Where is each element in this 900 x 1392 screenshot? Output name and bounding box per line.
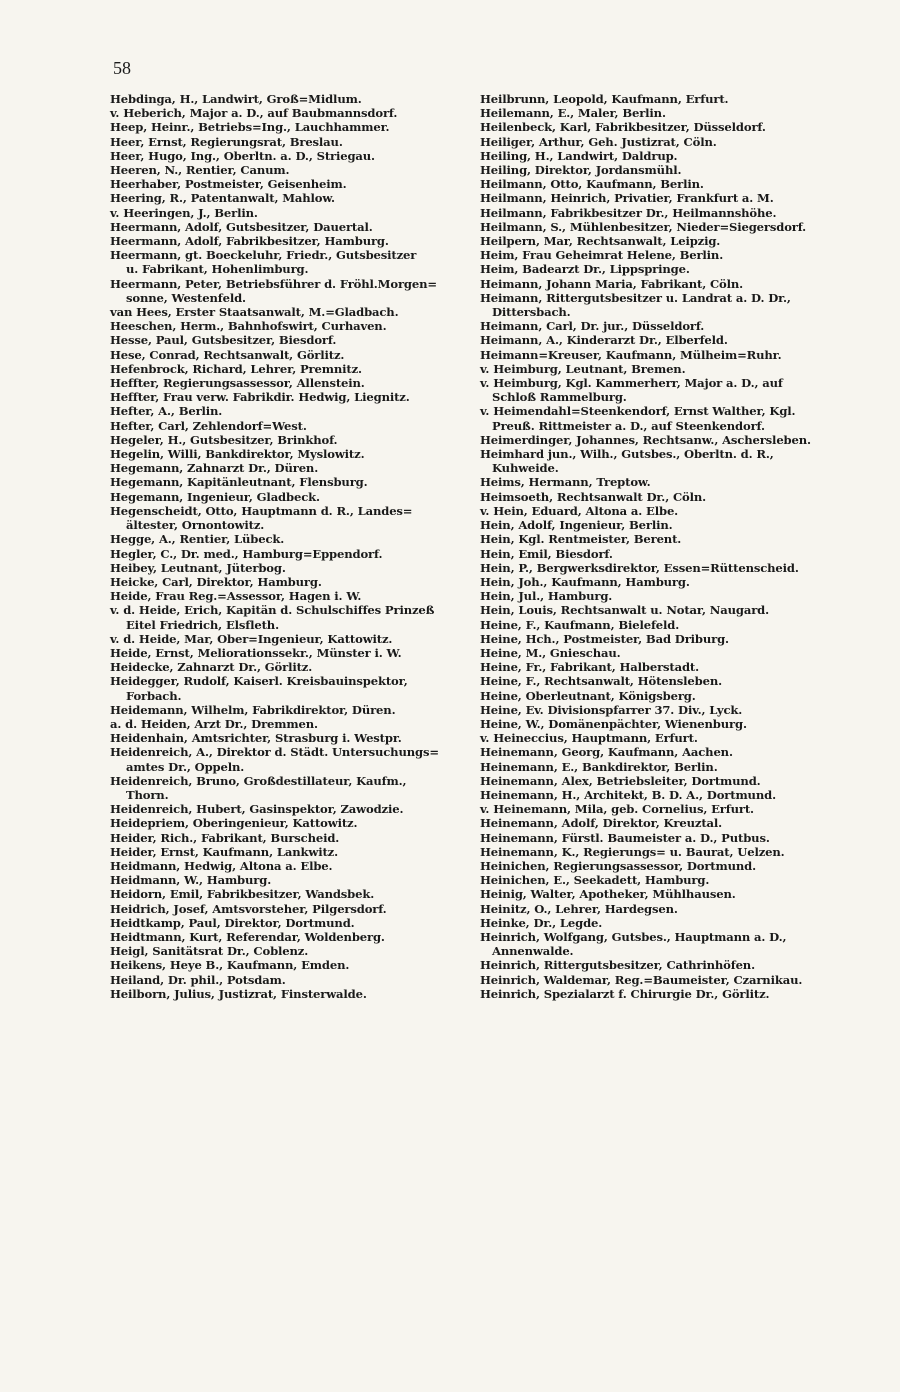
directory-entry: Heeren, N., Rentier, Canum. [110, 163, 290, 178]
directory-entry: Heinke, Dr., Legde. [480, 915, 603, 930]
directory-entry: Heep, Heinr., Betriebs=Ing., Lauchhammer. [110, 120, 390, 135]
directory-entry: Heermann, Adolf, Gutsbesitzer, Dauertal. [110, 219, 373, 234]
directory-entry: Heigl, Sanitätsrat Dr., Coblenz. [110, 944, 309, 959]
directory-entry: Heidenreich, A., Direktor d. Städt. Untersuchungs= [110, 745, 439, 760]
directory-entry-continuation: Eitel Friedrich, Elsfleth. [126, 617, 279, 632]
directory-entry: Heerhaber, Postmeister, Geisenheim. [110, 177, 347, 192]
directory-entry: Heine, Hch., Postmeister, Bad Driburg. [480, 631, 729, 646]
directory-entry: Heicke, Carl, Direktor, Hamburg. [110, 574, 322, 589]
directory-entry: Heilmann, Heinrich, Privatier, Frankfurt a. M. [480, 191, 774, 206]
directory-entry: Hegeler, H., Gutsbesitzer, Brinkhof. [110, 432, 338, 447]
directory-entry: Heeschen, Herm., Bahnhofswirt, Curhaven. [110, 319, 387, 334]
directory-entry: Hein, Louis, Rechtsanwalt u. Notar, Naugard. [480, 603, 770, 618]
directory-entry-continuation: amtes Dr., Oppeln. [126, 759, 245, 774]
directory-entry: Heinrich, Rittergutsbesitzer, Cathrinhöfen. [480, 958, 755, 973]
directory-entry: Heering, R., Patentanwalt, Mahlow. [110, 191, 335, 206]
directory-entry: Heidtmann, Kurt, Referendar, Woldenberg. [110, 929, 385, 944]
directory-entry-continuation: Preuß. Rittmeister a. D., auf Steenkendorf. [492, 418, 765, 433]
directory-entry: Heidtkamp, Paul, Direktor, Dortmund. [110, 915, 355, 930]
directory-entry: Heiling, H., Landwirt, Daldrup. [480, 148, 678, 163]
directory-entry: Heinitz, O., Lehrer, Hardegsen. [480, 901, 678, 916]
directory-entry: Heinrich, Spezialarzt f. Chirurgie Dr., Görlitz. [480, 986, 770, 1001]
directory-entry: Heine, Ev. Divisionspfarrer 37. Div., Lyck. [480, 702, 743, 717]
directory-entry: Heinig, Walter, Apotheker, Mühlhausen. [480, 887, 736, 902]
directory-entry: Heidorn, Emil, Fabrikbesitzer, Wandsbek. [110, 887, 375, 902]
directory-entry: Heiland, Dr. phil., Potsdam. [110, 972, 286, 987]
directory-entry: Heidenreich, Bruno, Großdestillateur, Kaufm., [110, 773, 407, 788]
directory-entry-continuation: Dittersbach. [492, 305, 571, 320]
directory-entry: Heinrich, Wolfgang, Gutsbes., Hauptmann a. D., [480, 929, 787, 944]
right-column [464, 92, 822, 1332]
directory-entry: a. d. Heiden, Arzt Dr., Dremmen. [110, 716, 318, 731]
directory-entry: Heider, Ernst, Kaufmann, Lankwitz. [110, 844, 338, 859]
directory-entry: Heilpern, Mar, Rechtsanwalt, Leipzig. [480, 234, 721, 249]
directory-entry: Heimsoeth, Rechtsanwalt Dr., Cöln. [480, 489, 707, 504]
directory-entry: Hebdinga, H., Landwirt, Groß=Midlum. [110, 92, 362, 106]
directory-entry: Heilmann, Fabrikbesitzer Dr., Heilmannshöhe. [480, 205, 777, 220]
directory-entry-continuation: Schloß Rammelburg. [492, 390, 627, 405]
directory-entry: Hegemann, Zahnarzt Dr., Düren. [110, 461, 319, 476]
directory-entry: Heine, W., Domänenpächter, Wienenburg. [480, 716, 747, 731]
directory-entry: Heine, Oberleutnant, Königsberg. [480, 688, 696, 703]
directory-entry: Hein, Joh., Kaufmann, Hamburg. [480, 574, 690, 589]
directory-entry: van Hees, Erster Staatsanwalt, M.=Gladbach. [110, 305, 399, 320]
directory-entry: Heimann, A., Kinderarzt Dr., Elberfeld. [480, 333, 728, 348]
directory-entry: Heine, Fr., Fabrikant, Halberstadt. [480, 660, 700, 675]
directory-entry: Heikens, Heye B., Kaufmann, Emden. [110, 958, 350, 973]
directory-entry: Hefenbrock, Richard, Lehrer, Premnitz. [110, 361, 362, 376]
directory-entry: v. Heberich, Major a. D., auf Baubmannsdorf. [110, 106, 398, 121]
directory-entry-continuation: Forbach. [126, 688, 182, 703]
directory-entry: Heilmann, Otto, Kaufmann, Berlin. [480, 177, 704, 192]
directory-entry: Hein, Kgl. Rentmeister, Berent. [480, 532, 682, 547]
directory-entry: Heimann, Carl, Dr. jur., Düsseldorf. [480, 319, 705, 334]
directory-entry: Heimann, Rittergutsbesitzer u. Landrat a. D. Dr., [480, 290, 791, 305]
directory-entry: v. Heineccius, Hauptmann, Erfurt. [480, 731, 698, 746]
directory-entry: Heidrich, Josef, Amtsvorsteher, Pilgersdorf. [110, 901, 387, 916]
directory-entry: Heidepriem, Oberingenieur, Kattowitz. [110, 816, 358, 831]
directory-entry: Heinemann, K., Regierungs= u. Baurat, Uelzen. [480, 844, 785, 859]
directory-entry: Heidemann, Wilhelm, Fabrikdirektor, Düren. [110, 702, 396, 717]
directory-entry: Heidmann, W., Hamburg. [110, 873, 272, 888]
directory-entry: Heim, Frau Geheimrat Helene, Berlin. [480, 248, 724, 263]
directory-entry: Hefter, Carl, Zehlendorf=West. [110, 418, 307, 433]
directory-entry: Heim, Badearzt Dr., Lippspringe. [480, 262, 690, 277]
directory-entry: Heffter, Frau verw. Fabrikdir. Hedwig, Liegnitz. [110, 390, 410, 405]
directory-entry: Heinemann, Fürstl. Baumeister a. D., Putbus. [480, 830, 770, 845]
directory-entry: Heinemann, E., Bankdirektor, Berlin. [480, 759, 718, 774]
directory-entry-continuation: Kuhweide. [492, 461, 559, 476]
directory-entry: Heidenreich, Hubert, Gasinspektor, Zawodzie. [110, 802, 404, 817]
directory-entry: v. Heimburg, Leutnant, Bremen. [480, 361, 686, 376]
directory-entry: Heimerdinger, Johannes, Rechtsanw., Aschersleben. [480, 432, 811, 447]
directory-entry: Hein, Emil, Biesdorf. [480, 546, 613, 561]
directory-entry: Heide, Frau Reg.=Assessor, Hagen i. W. [110, 589, 362, 604]
directory-entry: Heinemann, Georg, Kaufmann, Aachen. [480, 745, 733, 760]
directory-entry: v. d. Heide, Mar, Ober=Ingenieur, Kattowitz. [110, 631, 393, 646]
directory-entry: Heinichen, E., Seekadett, Hamburg. [480, 873, 710, 888]
directory-entry: Heilbrunn, Leopold, Kaufmann, Erfurt. [480, 92, 729, 106]
directory-entry-continuation: Annenwalde. [492, 944, 574, 959]
directory-entry-continuation: ältester, Ornontowitz. [126, 518, 265, 533]
directory-entry: Hein, Jul., Hamburg. [480, 589, 613, 604]
directory-entry: Hesse, Paul, Gutsbesitzer, Biesdorf. [110, 333, 337, 348]
directory-entry: Hegemann, Kapitänleutnant, Flensburg. [110, 475, 368, 490]
directory-entry: Heidecke, Zahnarzt Dr., Görlitz. [110, 660, 313, 675]
directory-entry: Hegler, C., Dr. med., Hamburg=Eppendorf. [110, 546, 383, 561]
directory-entry-continuation: Thorn. [126, 787, 169, 802]
directory-entry: Heffter, Regierungsassessor, Allenstein. [110, 376, 365, 391]
directory-entry: Heer, Ernst, Regierungsrat, Breslau. [110, 134, 343, 149]
directory-entry: Heilborn, Julius, Justizrat, Finsterwalde. [110, 986, 367, 1001]
directory-entry: Heine, F., Rechtsanwalt, Hötensleben. [480, 674, 722, 689]
directory-entry: Heidmann, Hedwig, Altona a. Elbe. [110, 858, 333, 873]
directory-entry: Heidenhain, Amtsrichter, Strasburg i. Westpr. [110, 731, 402, 746]
directory-entry: Heims, Hermann, Treptow. [480, 475, 651, 490]
directory-entry: v. Heimendahl=Steenkendorf, Ernst Walther, Kgl. [480, 404, 796, 419]
directory-entry: Heermann, Adolf, Fabrikbesitzer, Hamburg. [110, 234, 389, 249]
directory-entry: Heimhard jun., Wilh., Gutsbes., Oberltn. d. R., [480, 447, 774, 462]
directory-entry: Heermann, gt. Boeckeluhr, Friedr., Gutsbesitzer [110, 248, 417, 263]
directory-entry: Heiliger, Arthur, Geh. Justizrat, Cöln. [480, 134, 717, 149]
directory-entry: v. d. Heide, Erich, Kapitän d. Schulschiffes Prinzeß [110, 603, 435, 618]
directory-entry: Hegemann, Ingenieur, Gladbeck. [110, 489, 320, 504]
directory-entry: Heimann, Johann Maria, Fabrikant, Cöln. [480, 276, 744, 291]
directory-entry: Heine, F., Kaufmann, Bielefeld. [480, 617, 680, 632]
directory-entry: Heider, Rich., Fabrikant, Burscheid. [110, 830, 340, 845]
page-number: 58 [113, 58, 131, 78]
directory-entry: Hegelin, Willi, Bankdirektor, Myslowitz. [110, 447, 365, 462]
directory-entry: Heiling, Direktor, Jordansmühl. [480, 163, 682, 178]
directory-entry: Heine, M., Gnieschau. [480, 645, 621, 660]
directory-entry: Heidegger, Rudolf, Kaiserl. Kreisbauinspektor, [110, 674, 408, 689]
directory-entry: v. Heinemann, Mila, geb. Cornelius, Erfurt. [480, 802, 754, 817]
directory-entry: Heinichen, Regierungsassessor, Dortmund. [480, 858, 757, 873]
directory-entry: Heinemann, H., Architekt, B. D. A., Dortmund. [480, 787, 776, 802]
directory-entry: Heinemann, Adolf, Direktor, Kreuztal. [480, 816, 723, 831]
left-column [104, 92, 462, 1332]
directory-entry: v. Heimburg, Kgl. Kammerherr, Major a. D., auf [480, 376, 783, 391]
directory-entry: Heinemann, Alex, Betriebsleiter, Dortmund. [480, 773, 761, 788]
directory-entry: Heimann=Kreuser, Kaufmann, Mülheim=Ruhr. [480, 347, 782, 362]
directory-entry: Hein, P., Bergwerksdirektor, Essen=Rüttenscheid. [480, 560, 799, 575]
directory-entry: Heilmann, S., Mühlenbesitzer, Nieder=Siegersdorf. [480, 219, 807, 234]
directory-entry: v. Heeringen, J., Berlin. [110, 205, 258, 220]
directory-entry: Heilemann, E., Maler, Berlin. [480, 106, 666, 121]
directory-entry: Heilenbeck, Karl, Fabrikbesitzer, Düsseldorf. [480, 120, 766, 135]
directory-entry-continuation: u. Fabrikant, Hohenlimburg. [126, 262, 309, 277]
directory-entry: Hefter, A., Berlin. [110, 404, 223, 419]
directory-entry: Heide, Ernst, Meliorationssekr., Münster i. W. [110, 645, 402, 660]
directory-entry: Heibey, Leutnant, Jüterbog. [110, 560, 286, 575]
directory-entry: Hegge, A., Rentier, Lübeck. [110, 532, 285, 547]
directory-entry: Heer, Hugo, Ing., Oberltn. a. D., Striegau. [110, 148, 375, 163]
directory-entry: Hegenscheidt, Otto, Hauptmann d. R., Landes= [110, 503, 413, 518]
directory-entry: Heinrich, Waldemar, Reg.=Baumeister, Czarnikau. [480, 972, 803, 987]
directory-entry: Heermann, Peter, Betriebsführer d. Fröhl.Morgen= [110, 276, 437, 291]
directory-entry: v. Hein, Eduard, Altona a. Elbe. [480, 503, 679, 518]
directory-entry: Hein, Adolf, Ingenieur, Berlin. [480, 518, 673, 533]
directory-entry-continuation: sonne, Westenfeld. [126, 290, 246, 305]
directory-entry: Hese, Conrad, Rechtsanwalt, Görlitz. [110, 347, 345, 362]
